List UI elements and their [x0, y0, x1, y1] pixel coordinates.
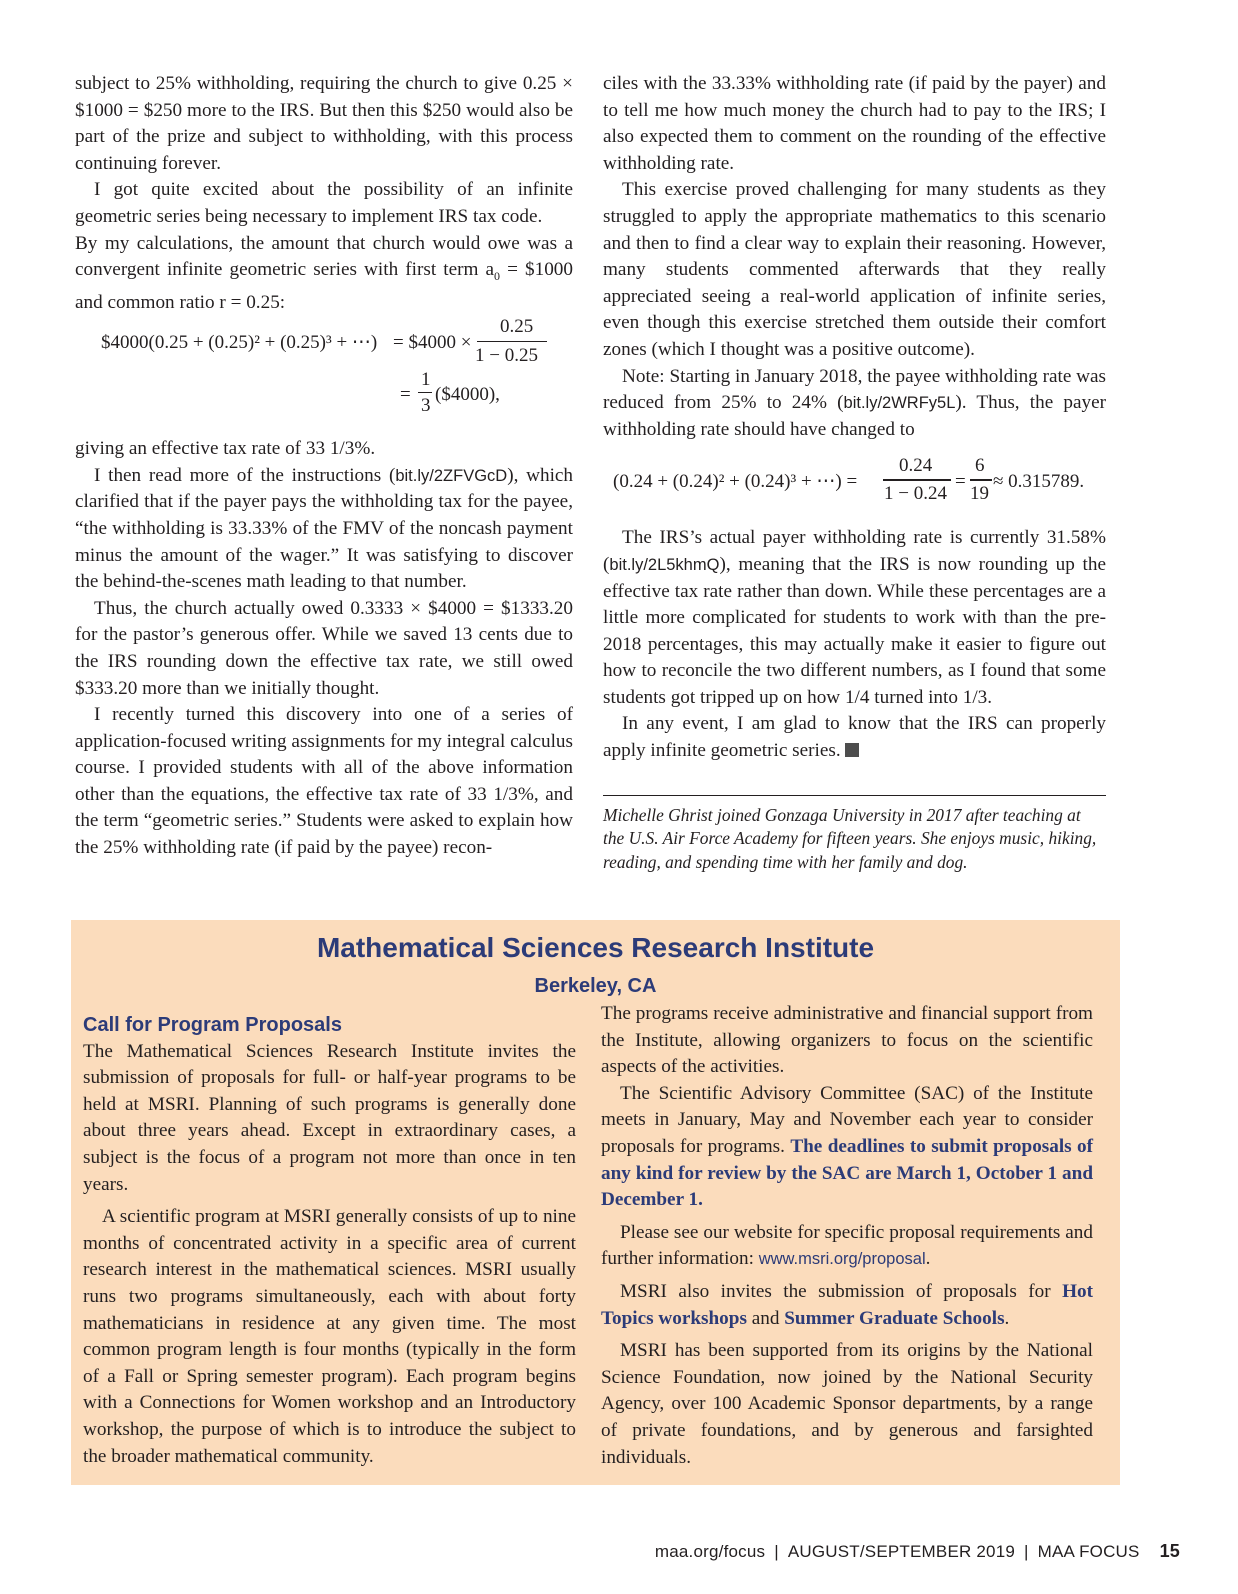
left-column [75, 71, 573, 862]
paragraph: MSRI has been supported from its origins by the National Science Foundation, now joined by the National Security Agency, over 100 Academic Sponsor departments, by a range of private foundations, and by generous and farsighted individuals. [601, 1340, 1093, 1468]
fraction-denominator: 3 [421, 395, 431, 417]
divider [603, 795, 1106, 796]
equation-left: (0.24 + (0.24)² + (0.24)³ + ⋯) = [613, 471, 858, 493]
equals-sign: = [955, 471, 966, 493]
paragraph: This exercise proved challenging for many students as they struggled to apply the appropriate mathematics to this scenario and then to find a clear way to explain their reasoning. However, many students commented afterwards that they really appreciated seeing a real-world application of infinite series, even though this exercise stretched them outside their comfort zones (which I thought was a positive outcome). [603, 179, 1106, 360]
end-mark-icon [845, 743, 859, 757]
footer-issue: AUGUST/SEPTEMBER 2019 [787, 1542, 1016, 1561]
right-column [603, 71, 1106, 874]
author-bio: Michelle Ghrist joined Gonzaga University in 2017 after teaching at the U.S. Air Force Academy for fifteen years. She enjoys music, hiking, reading, and spending time with her family and dog. [603, 804, 1097, 872]
fraction-numerator: 1 [421, 369, 431, 391]
page-footer [600, 1541, 1180, 1562]
paragraph: I then read more of the instructions (bit.ly/2ZFVGcD), which clarified that if the payer pays the withholding tax for the payee, “the withholding is 33.33% of the FMV of the noncash payment minus the amount of the wager.” It was satisfying to discover the behind-the-scenes math leading to that number. [75, 464, 574, 593]
paragraph: The programs receive administrative and financial support from the Institute, allowing organizers to focus on the scientific aspects of the activities. [601, 1003, 1093, 1078]
msri-proposal-link[interactable]: www.msri.org/proposal [758, 1250, 926, 1269]
fraction-numerator: 0.25 [500, 316, 534, 338]
paragraph: By my calculations, the amount that church would owe was a convergent infinite geometric series with first term $a_0$ = $1000 and common ratio r = 0.25: [75, 232, 573, 313]
equation-series-24 [603, 443, 1106, 525]
equation-second-prefix: = [400, 384, 411, 406]
footer-separator: | [1024, 1542, 1029, 1561]
paragraph: The Mathematical Sciences Research Institute invites the submission of proposals for full- or half-year programs to be held at MSRI. Planning of such programs is generally done about three years ahead. Except in extraordinary cases, a subject is the focus of a program not more than once in ten years. [83, 1040, 576, 1195]
link-bitly[interactable]: bit.ly/2ZFVGcD [395, 466, 508, 485]
equation-approx: ≈ 0.315789. [993, 471, 1085, 493]
msri-advertisement [71, 920, 1120, 1485]
equation-series-25 [75, 316, 573, 436]
footer-separator: | [774, 1542, 779, 1561]
equation-left: $4000(0.25 + (0.25)² + (0.25)³ + ⋯) [101, 332, 378, 354]
paragraph: subject to 25% withholding, requiring the church to give 0.25 × $1000 = $250 more to the IRS. But then this $250 would also be part of the prize and subject to withholding, with this process continuing forever. [75, 73, 573, 174]
msri-title: Mathematical Sciences Research Institute [316, 932, 875, 963]
summer-schools-highlight: Summer Graduate Schools [784, 1307, 1005, 1329]
paragraph: Note: Starting in January 2018, the payee withholding rate was reduced from 25% to 24% (bit.ly/2WRFy5L). Thus, the payer withholding rate should have changed to [603, 365, 1106, 440]
link-bitly[interactable]: bit.ly/2WRFy5L [843, 394, 956, 413]
fraction-denominator: 1 − 0.24 [884, 483, 947, 505]
fraction-numerator: 0.24 [899, 455, 933, 477]
msri-left-column [83, 1012, 576, 1470]
fraction-numerator: 6 [975, 455, 985, 477]
paragraph: MSRI also invites the submission of proposals for Hot Topics workshops and Summer Graduate Schools. [601, 1280, 1093, 1329]
fraction-denominator: 19 [970, 483, 989, 505]
paragraph: giving an effective tax rate of 33 1/3%. [75, 438, 376, 460]
msri-heading: Call for Program Proposals [83, 1014, 342, 1036]
equation-middle: = $4000 × [393, 332, 472, 354]
paragraph: Please see our website for specific proposal requirements and further information: www.msri.org/proposal. [601, 1221, 1093, 1270]
footer-magazine: MAA FOCUS [1037, 1542, 1140, 1561]
paragraph: The Scientific Advisory Committee (SAC) of the Institute meets in January, May and November each year to consider proposals for programs. The deadlines to submit proposals of any kind for review by the SAC are March 1, October 1 and December 1. [601, 1082, 1094, 1211]
paragraph: The IRS’s actual payer withholding rate is currently 31.58% (bit.ly/2L5khmQ), meaning that the IRS is now rounding up the effective tax rate rather than down. While these percentages are a little more complicated for students to work with than the pre-2018 percentages, this may actually make it easier to figure out how to reconcile the two different numbers, as I found that some students got tripped up on how 1/4 turned into 1/3. [603, 527, 1106, 708]
fraction-denominator: 1 − 0.25 [475, 345, 538, 367]
page-number: 15 [1159, 1541, 1180, 1561]
paragraph: I got quite excited about the possibility of an infinite geometric series being necessary to implement IRS tax code. [75, 179, 573, 227]
msri-subtitle: Berkeley, CA [534, 975, 657, 997]
paragraph: In any event, I am glad to know that the IRS can properly apply infinite geometric series. [603, 713, 1106, 762]
paragraph: A scientific program at MSRI generally consists of up to nine months of concentrated activity in a specific area of current research interest in the mathematical sciences. MSRI usually runs two programs simultaneously, each with about forty mathematicians in residence at any given time. The most common program length is four months (typically in the form of a Fall or Spring semester program). Each program begins with a Connections for Women workshop and an Introductory workshop, the purpose of which is to introduce the subject to the broader mathematical community. [83, 1206, 576, 1467]
equation-second-rest: ($4000), [435, 384, 500, 406]
msri-right-column [601, 1001, 1093, 1471]
link-bitly[interactable]: bit.ly/2L5khmQ [609, 555, 720, 574]
deadline-highlight: The deadlines to submit proposals of any kind for review by the SAC are March 1, October 1 and December 1. [601, 1135, 1094, 1211]
paragraph: I recently turned this discovery into one of a series of application-focused writing assignments for my integral calculus course. I provided students with all of the above information other than the equations, the effective tax rate of 33 1/3%, and the term “geometric series.” Students were asked to explain how the 25% withholding rate (if paid by the payee) recon- [75, 704, 573, 859]
paragraph: ciles with the 33.33% withholding rate (if paid by the payer) and to tell me how much money the church had to pay to the IRS; I also expected them to comment on the rounding of the effective withholding rate. [603, 73, 1106, 174]
hot-topics-highlight: Hot Topics workshops [601, 1280, 1093, 1329]
footer-url[interactable]: maa.org/focus [654, 1542, 766, 1561]
paragraph: Thus, the church actually owed 0.3333 × $4000 = $1333.20 for the pastor’s generous offer. While we saved 13 cents due to the IRS rounding down the effective tax rate, we still owed $333.20 more than we initially thought. [75, 597, 573, 699]
